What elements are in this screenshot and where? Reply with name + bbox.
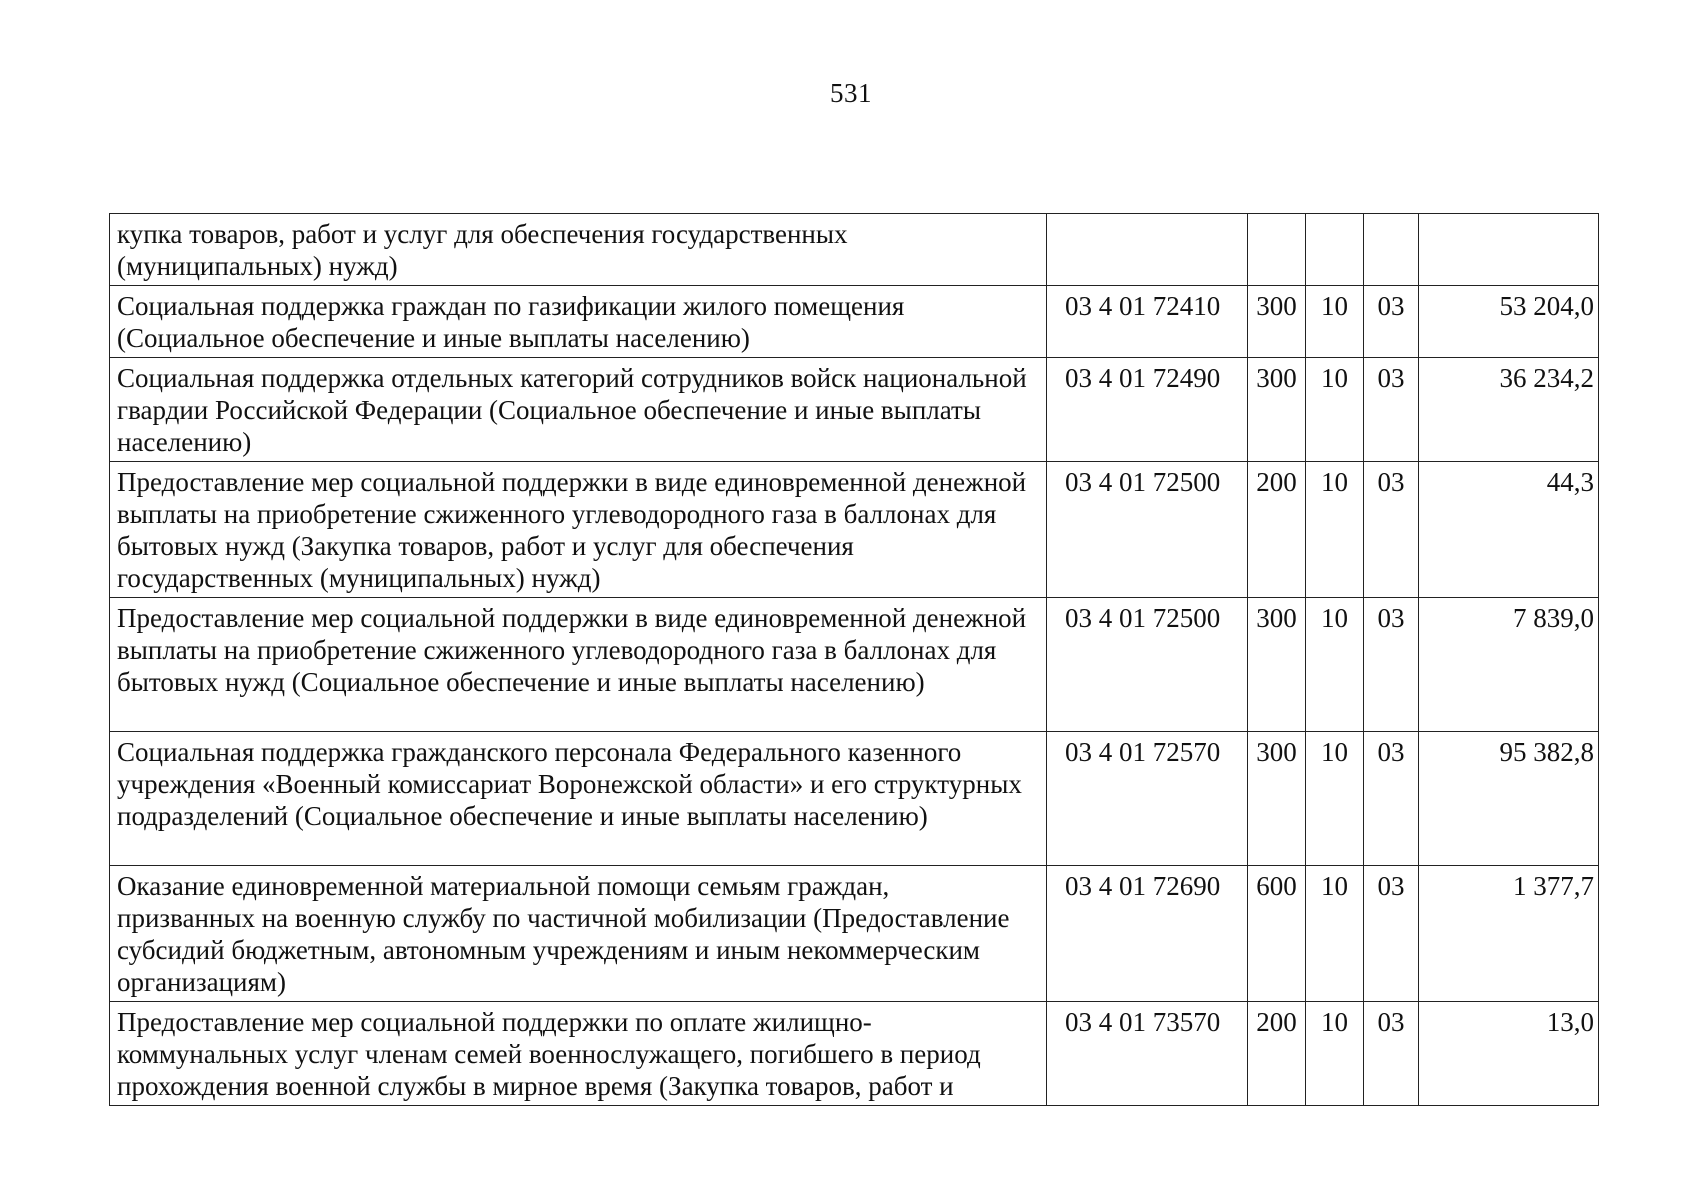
row-description: Оказание единовременной материальной помощи семьям граждан, призванных на военную службу по частичной мобилизации (Предоставление субсидий бюджетным, автономным учреждениям и иным некоммерческим организациям) — [110, 866, 1047, 1002]
row-amount: 44,3 — [1419, 462, 1599, 598]
row-code: 03 4 01 72500 — [1047, 462, 1248, 598]
budget-table — [109, 213, 1599, 1106]
row-amount — [1419, 214, 1599, 286]
row-subsection: 03 — [1364, 358, 1419, 462]
row-code — [1047, 214, 1248, 286]
row-section: 10 — [1306, 286, 1364, 358]
row-section: 10 — [1306, 732, 1364, 866]
table-row — [110, 1002, 1599, 1106]
row-expense-type: 300 — [1248, 732, 1306, 866]
row-section: 10 — [1306, 358, 1364, 462]
row-subsection: 03 — [1364, 1002, 1419, 1106]
row-amount: 13,0 — [1419, 1002, 1599, 1106]
row-description: Социальная поддержка отдельных категорий сотрудников войск национальной гвардии Российской Федерации (Социальное обеспечение и иные выплаты населению) — [110, 358, 1047, 462]
row-expense-type: 300 — [1248, 286, 1306, 358]
row-subsection: 03 — [1364, 598, 1419, 732]
row-code: 03 4 01 72410 — [1047, 286, 1248, 358]
row-expense-type: 300 — [1248, 598, 1306, 732]
row-expense-type: 300 — [1248, 358, 1306, 462]
row-section — [1306, 214, 1364, 286]
row-section: 10 — [1306, 598, 1364, 732]
table-row — [110, 286, 1599, 358]
row-amount: 7 839,0 — [1419, 598, 1599, 732]
row-code: 03 4 01 72570 — [1047, 732, 1248, 866]
row-description: Предоставление мер социальной поддержки по оплате жилищно-коммунальных услуг членам семей военнослужащего, погибшего в период прохождения военной службы в мирное время (Закупка товаров, работ и — [110, 1002, 1047, 1106]
table-row — [110, 866, 1599, 1002]
row-amount: 1 377,7 — [1419, 866, 1599, 1002]
table-row — [110, 598, 1599, 732]
row-description: Социальная поддержка гражданского персонала Федерального казенного учреждения «Военный комиссариат Воронежской области» и его структурных подразделений (Социальное обеспечение и иные выплаты населению) — [110, 732, 1047, 866]
row-section: 10 — [1306, 866, 1364, 1002]
row-amount: 53 204,0 — [1419, 286, 1599, 358]
row-expense-type: 200 — [1248, 462, 1306, 598]
row-description: Предоставление мер социальной поддержки в виде единовременной денежной выплаты на приобретение сжиженного углеводородного газа в баллонах для бытовых нужд (Закупка товаров, работ и услуг для обеспечения государственных (муниципальных) нужд) — [110, 462, 1047, 598]
table-row — [110, 214, 1599, 286]
table-body — [110, 214, 1599, 1106]
row-code: 03 4 01 73570 — [1047, 1002, 1248, 1106]
row-amount: 36 234,2 — [1419, 358, 1599, 462]
row-section: 10 — [1306, 462, 1364, 598]
row-description: купка товаров, работ и услуг для обеспечения государственных (муниципальных) нужд) — [110, 214, 1047, 286]
row-expense-type: 200 — [1248, 1002, 1306, 1106]
row-subsection: 03 — [1364, 462, 1419, 598]
row-expense-type — [1248, 214, 1306, 286]
row-section: 10 — [1306, 1002, 1364, 1106]
row-subsection: 03 — [1364, 866, 1419, 1002]
row-description: Социальная поддержка граждан по газификации жилого помещения (Социальное обеспечение и иные выплаты населению) — [110, 286, 1047, 358]
row-subsection — [1364, 214, 1419, 286]
row-amount: 95 382,8 — [1419, 732, 1599, 866]
table-row — [110, 462, 1599, 598]
row-code: 03 4 01 72490 — [1047, 358, 1248, 462]
table-row — [110, 358, 1599, 462]
row-description: Предоставление мер социальной поддержки в виде единовременной денежной выплаты на приобретение сжиженного углеводородного газа в баллонах для бытовых нужд (Социальное обеспечение и иные выплаты населению) — [110, 598, 1047, 732]
row-code: 03 4 01 72690 — [1047, 866, 1248, 1002]
row-subsection: 03 — [1364, 732, 1419, 866]
row-subsection: 03 — [1364, 286, 1419, 358]
row-expense-type: 600 — [1248, 866, 1306, 1002]
page-number: 531 — [830, 78, 872, 108]
row-code: 03 4 01 72500 — [1047, 598, 1248, 732]
table-row — [110, 732, 1599, 866]
